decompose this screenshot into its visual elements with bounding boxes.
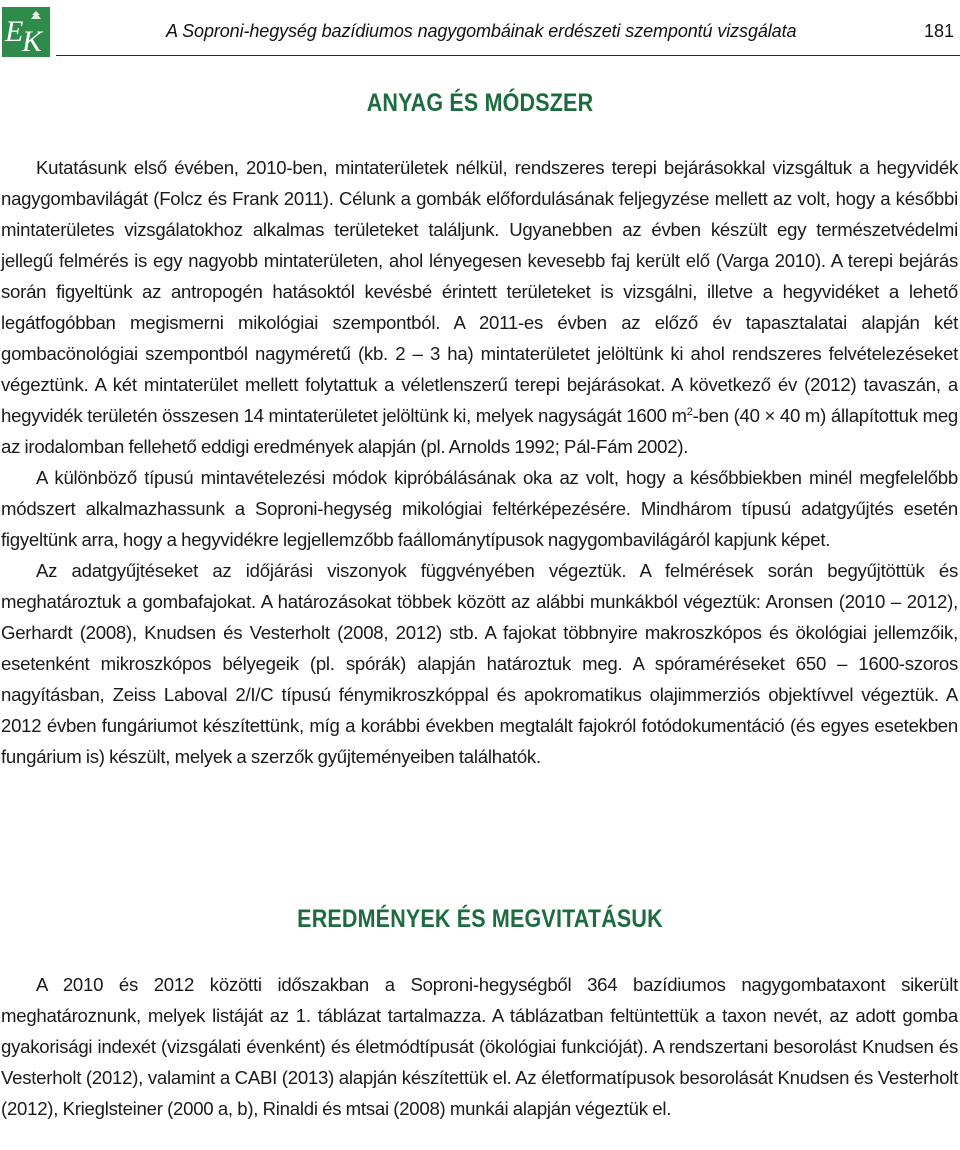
methods-paragraph-3: Az adatgyűjtéseket az időjárási viszonyok függvényében végeztük. A felmérések során begyűjtöttük és meghatároztuk a gombafajokat. A határozásokat többek között az alábbi munkákból végeztük: Aronsen (2010 – 2012), Gerhardt (2008), Knudsen és Vesterholt (2008, 2012) stb. A fajokat többnyire makroszkópos és ökológiai jellemzőik, esetenként mikroszkópos bélyegeik (pl. spórák) alapján határoztuk meg. A spóraméréseket 650 – 1600-szoros nagyításban, Zeiss Laboval 2/I/C típusú fénymikroszkóppal és apokromatikus olajimmerziós objektívvel végeztük. A 2012 évben fungáriumot készítettünk, míg a korábbi években megtalált fajokról fotódokumentáció (és egyes esetekben fungárium is) készült, melyek a szerzők gyűjteményeiben találhatók. [1, 560, 958, 767]
results-body [1, 969, 958, 1124]
logo-mark-icon [2, 7, 50, 57]
journal-logo [2, 7, 50, 57]
svg-text:K: K [22, 25, 43, 57]
methods-paragraph-1 [1, 152, 958, 462]
superscript: 2 [686, 405, 693, 418]
section-heading-methods: ANYAG ÉS MÓDSZER [366, 89, 594, 117]
section-heading-results: EREDMÉNYEK ÉS MEGVITATÁSUK [297, 905, 663, 933]
methods-paragraph-2: A különböző típusú mintavételezési módok kipróbálásának oka az volt, hogy a későbbiekben minél megfelelőbb módszert alkalmazhassunk a Soproni-hegység mikológiai feltérképezésére. Mindhárom típusú adatgyűjtés esetén figyeltünk arra, hogy a hegyvidékre legjellemzőbb faállománytípusok nagygombavilágáról kapjunk képet. [1, 467, 958, 550]
header-divider [56, 55, 960, 56]
methods-paragraph-1-text: Kutatásunk első évében, 2010-ben, mintaterületek nélkül, rendszeres terepi bejárásokkal vizsgáltuk a hegyvidék nagygombavilágát (Folcz és Frank 2011). Célunk a gombák előfordulásának feljegyzése mellett az volt, hogy a későbbi mintaterületes vizsgálatokhoz alkalmas területeket találjunk. Ugyanebben az évben készült egy természetvédelmi jellegű felmérés is egy nagyobb mintaterületen, ahol lényegesen kevesebb faj került elő (Varga 2010). A terepi bejárás során figyeltünk az antropogén hatásoktól kevésbé érintett területeket is vizsgálni, illetve a hegyvidéket a lehető legátfogóbban megismerni mikológiai szempontból. A 2011-es évben az előző év tapasztalatai alapján két gombacönológiai szempontból nagyméretű (kb. 2 – 3 ha) mintaterületet jelöltünk ki ahol rendszeres felvételezéseket végeztünk. A két mintaterület mellett folytattuk a véletlenszerű terepi bejárásokat. A következő év (2012) tavaszán, a hegyvidék területén összesen 14 mintaterületet jelöltünk ki, melyek nagyságát 1600 m [1, 157, 958, 426]
methods-body [1, 152, 958, 772]
page-number: 181 [923, 21, 954, 41]
svg-text:E: E [5, 15, 24, 48]
results-paragraph-1: A 2010 és 2012 közötti időszakban a Soproni-hegységből 364 bazídiumos nagygombataxont sikerült meghatároznunk, melyek listáját az 1. táblázat tartalmazza. A táblázatban feltüntettük a taxon nevét, az adott gomba gyakorisági indexét (vizsgálati évenként) és életmódtípusát (ökológiai funkcióját). A rendszertani besorolást Knudsen és Vesterholt (2012), valamint a CABI (2013) alapján készítettük el. Az életformatípusok besorolását Knudsen és Vesterholt (2012), Krieglsteiner (2000 a, b), Rinaldi és mtsai (2008) munkái alapján végeztük el. [1, 974, 958, 1119]
running-title: A Soproni-hegység bazídiumos nagygombáinak erdészeti szempontú vizsgálata [166, 21, 797, 41]
methods-paragraph-1-tail: -ben (40 × 40 m) állapítottuk meg az irodalomban fellehető eddigi eredmények alapján (pl. Arnolds 1992; Pál-Fám 2002). [1, 405, 959, 457]
page-header [0, 0, 960, 62]
